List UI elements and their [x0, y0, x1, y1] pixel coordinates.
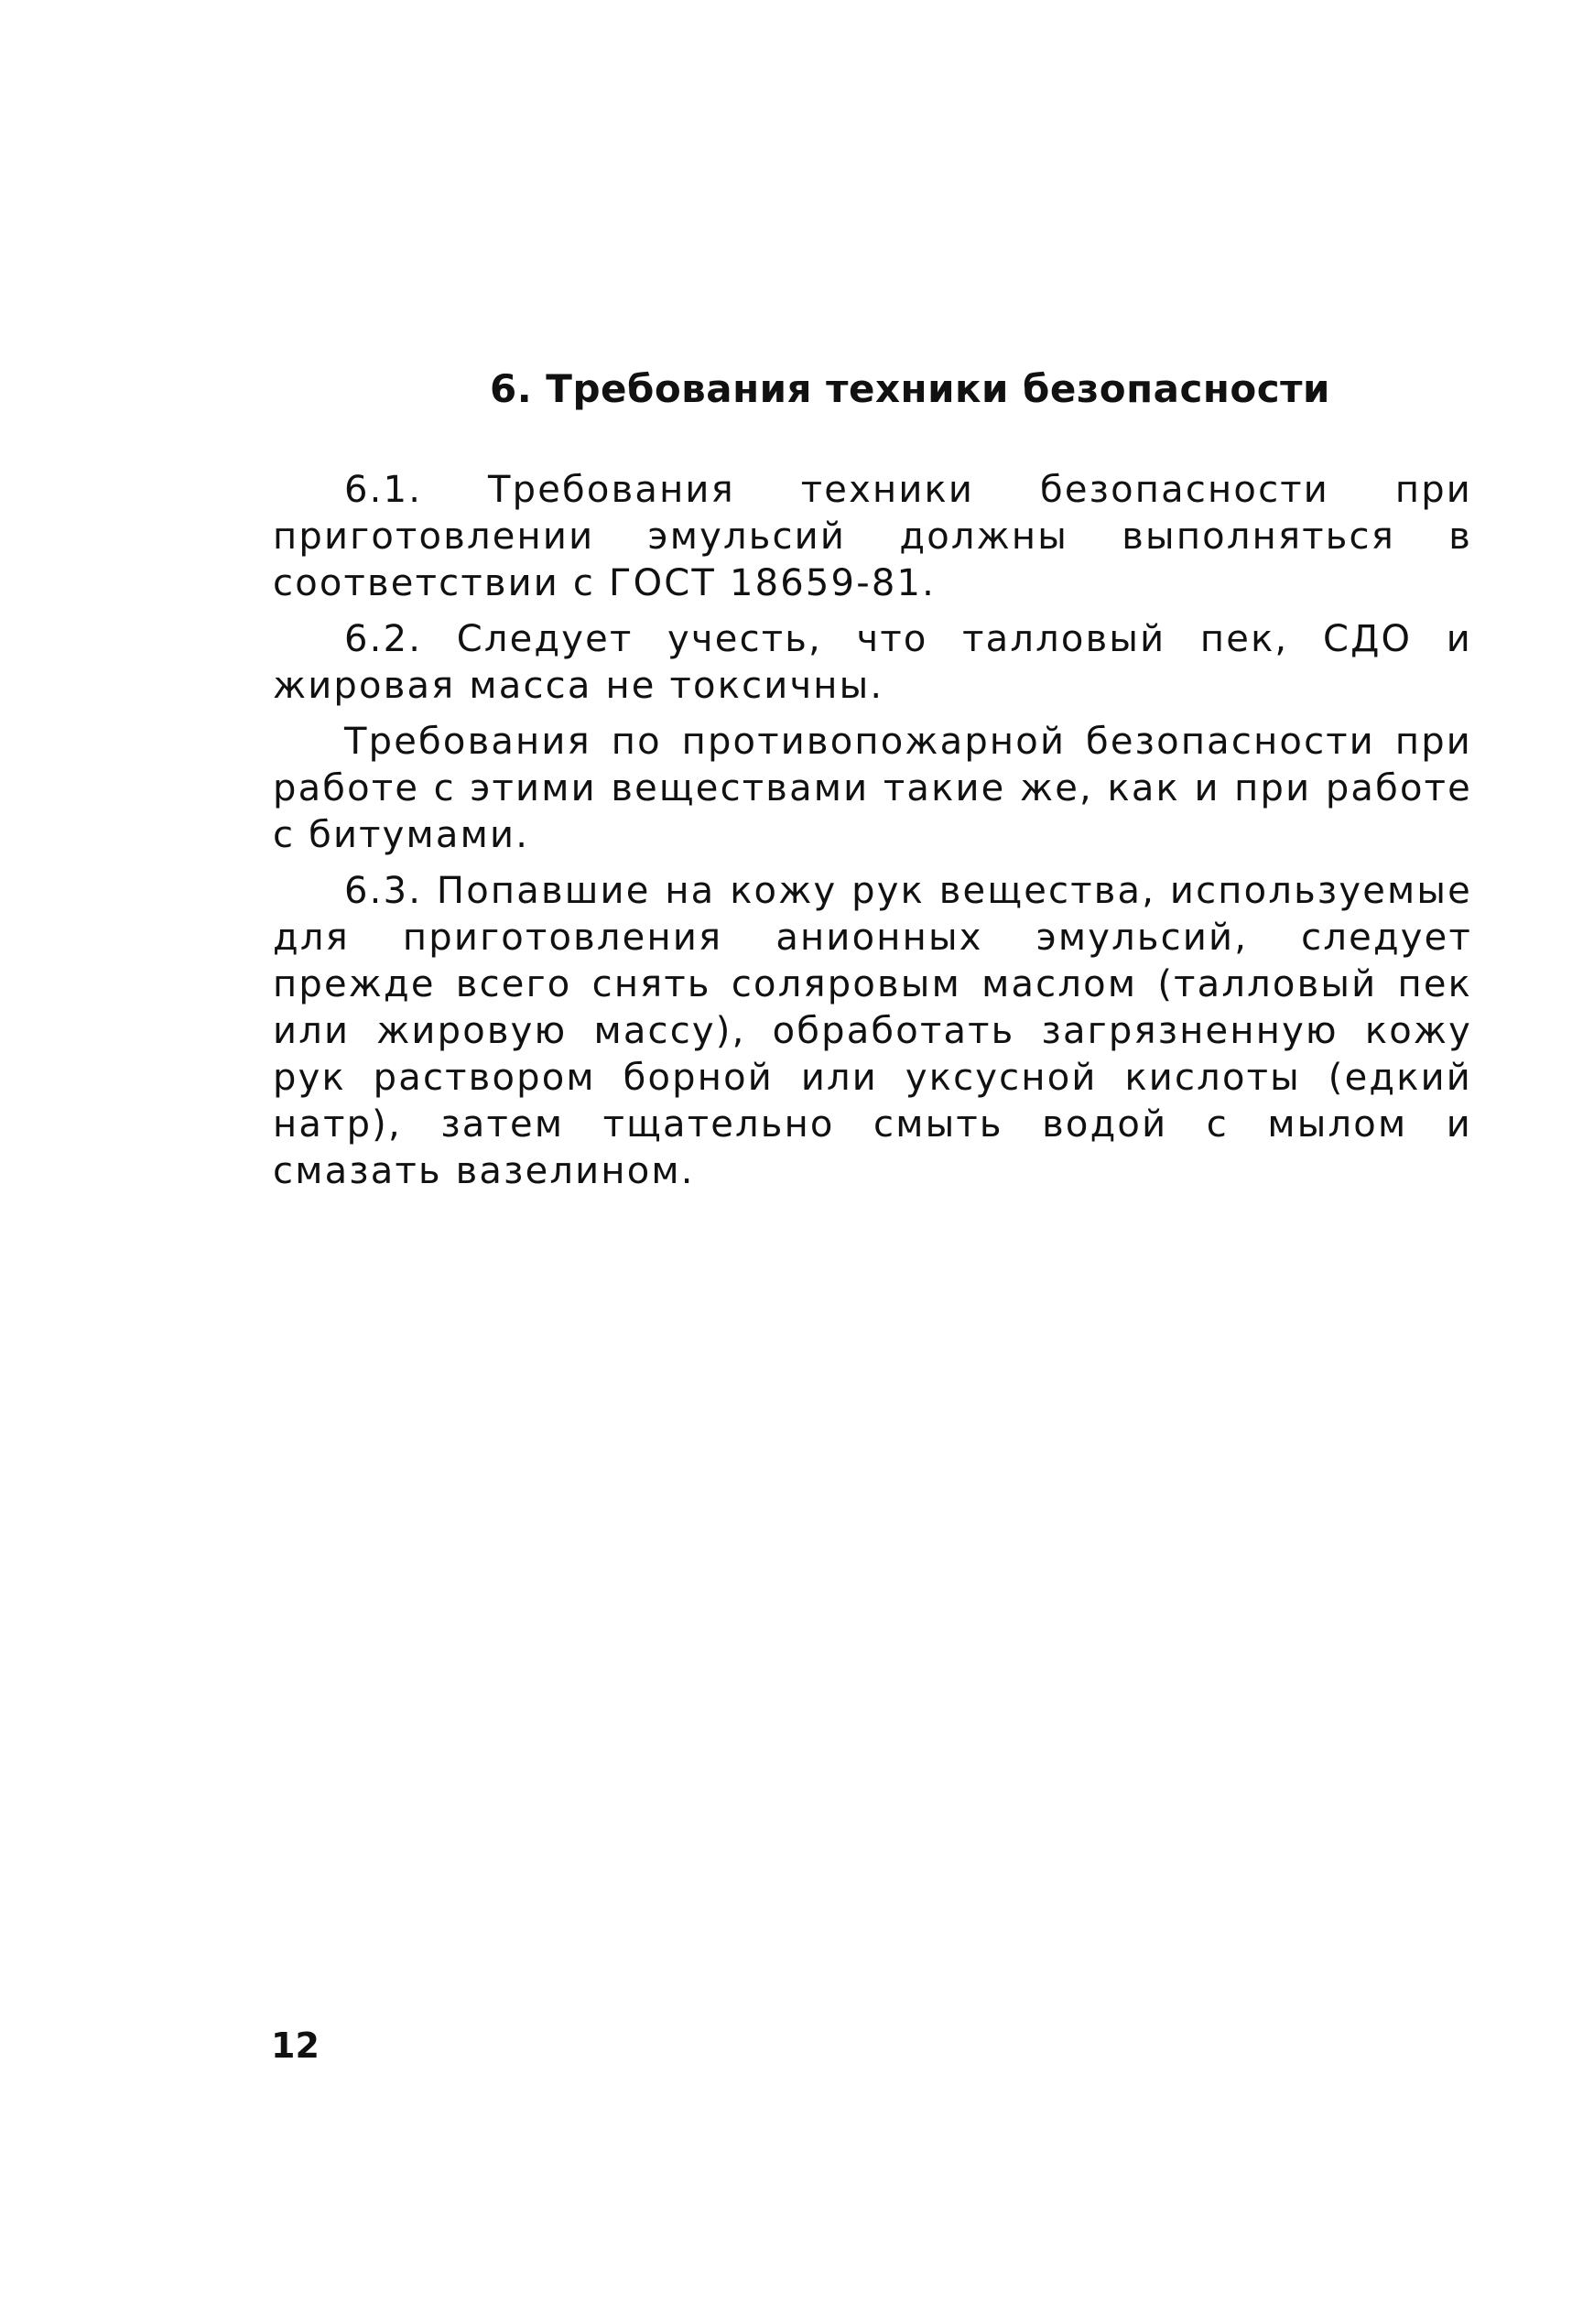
- paragraph-6-1: 6.1. Требования техники безопасности при приготовлении эмульсий должны выполняться в соответствии с ГОСТ 18659-81.: [273, 469, 1472, 604]
- paragraph-6-3: 6.3. Попавшие на кожу рук вещества, используемые для приготовления анионных эмульсий, следует прежде всего снять соляровым маслом (талловый пек или жировую массу), обработать загрязненную кожу рук раствором борной или уксусной кислоты (едкий натр), затем тщательно смыть водой с мылом и смазать вазелином.: [273, 870, 1472, 1192]
- paragraph-fire-safety: Требования по противопожарной безопасности при работе с этими веществами такие же, как и при работе с битумами.: [273, 721, 1472, 856]
- paragraph-6-2: 6.2. Следует учесть, что талловый пек, СДО и жировая масса не токсичны.: [273, 618, 1472, 707]
- page-number: 12: [271, 2025, 320, 2066]
- section-title: 6. Требования техники безопасности: [490, 366, 1330, 411]
- section-body: [273, 467, 1472, 1195]
